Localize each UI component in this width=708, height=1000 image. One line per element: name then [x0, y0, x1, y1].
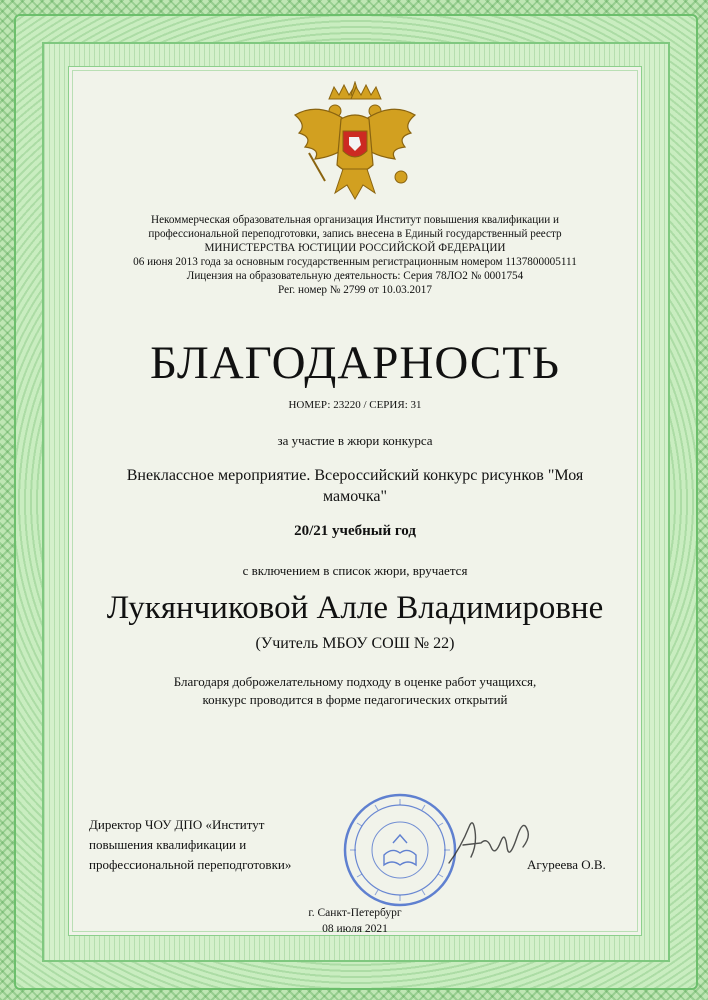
event-name-line: Внеклассное мероприятие. Всероссийский конкурс рисунков "Моя — [126, 467, 584, 484]
director-line: повышения квалификации и — [89, 837, 247, 852]
issuer-line: МИНИСТЕРСТВА ЮСТИЦИИ РОССИЙСКОЙ ФЕДЕРАЦИИ — [204, 242, 506, 254]
director-line: Директор ЧОУ ДПО «Институт — [89, 817, 265, 832]
inclusion-text: с включением в список жюри, вручается — [242, 563, 468, 578]
issuer-info — [69, 213, 641, 297]
issuer-line: Лицензия на образовательную деятельность: Серия 78ЛО2 № 0001754 — [186, 270, 524, 282]
seal-stamp-icon — [341, 791, 459, 909]
thanks-line: конкурс проводится в форме педагогических открытий — [202, 692, 508, 707]
signer-name: Агуреева О.В. — [527, 857, 606, 872]
coat-of-arms-icon — [289, 81, 421, 205]
issuer-line: 06 июня 2013 года за основным государственным регистрационным номером 1137800005111 — [133, 256, 577, 268]
recipient-position: (Учитель МБОУ СОШ № 22) — [255, 635, 455, 652]
issue-place-date — [69, 905, 641, 937]
issuer-line: Рег. номер № 2799 от 10.03.2017 — [278, 284, 432, 296]
event-name — [109, 465, 601, 507]
director-title — [89, 815, 319, 875]
thanks-line: Благодаря доброжелательному подходу в оценке работ учащихся, — [173, 674, 537, 689]
certificate-number: НОМЕР: 23220 / СЕРИЯ: 31 — [288, 399, 422, 411]
participation-text: за участие в жюри конкурса — [277, 433, 433, 448]
issue-city: г. Санкт-Петербург — [308, 907, 402, 919]
school-year: 20/21 учебный год — [294, 523, 416, 539]
recipient-name: Лукянчиковой Алле Владимировне — [106, 590, 604, 626]
signature-icon — [445, 807, 537, 873]
certificate-panel — [68, 66, 642, 936]
issue-date: 08 июля 2021 — [322, 923, 388, 935]
thanks-text — [99, 673, 611, 709]
director-line: профессиональной переподготовки» — [89, 857, 292, 872]
issuer-line: Некоммерческая образовательная организация Институт повышения квалификации и — [150, 214, 560, 226]
issuer-line: профессиональной переподготовки, запись внесена в Единый государственный реестр — [148, 228, 562, 240]
certificate-title: БЛАГОДАРНОСТЬ — [150, 337, 560, 389]
event-name-line: мамочка" — [322, 488, 388, 505]
